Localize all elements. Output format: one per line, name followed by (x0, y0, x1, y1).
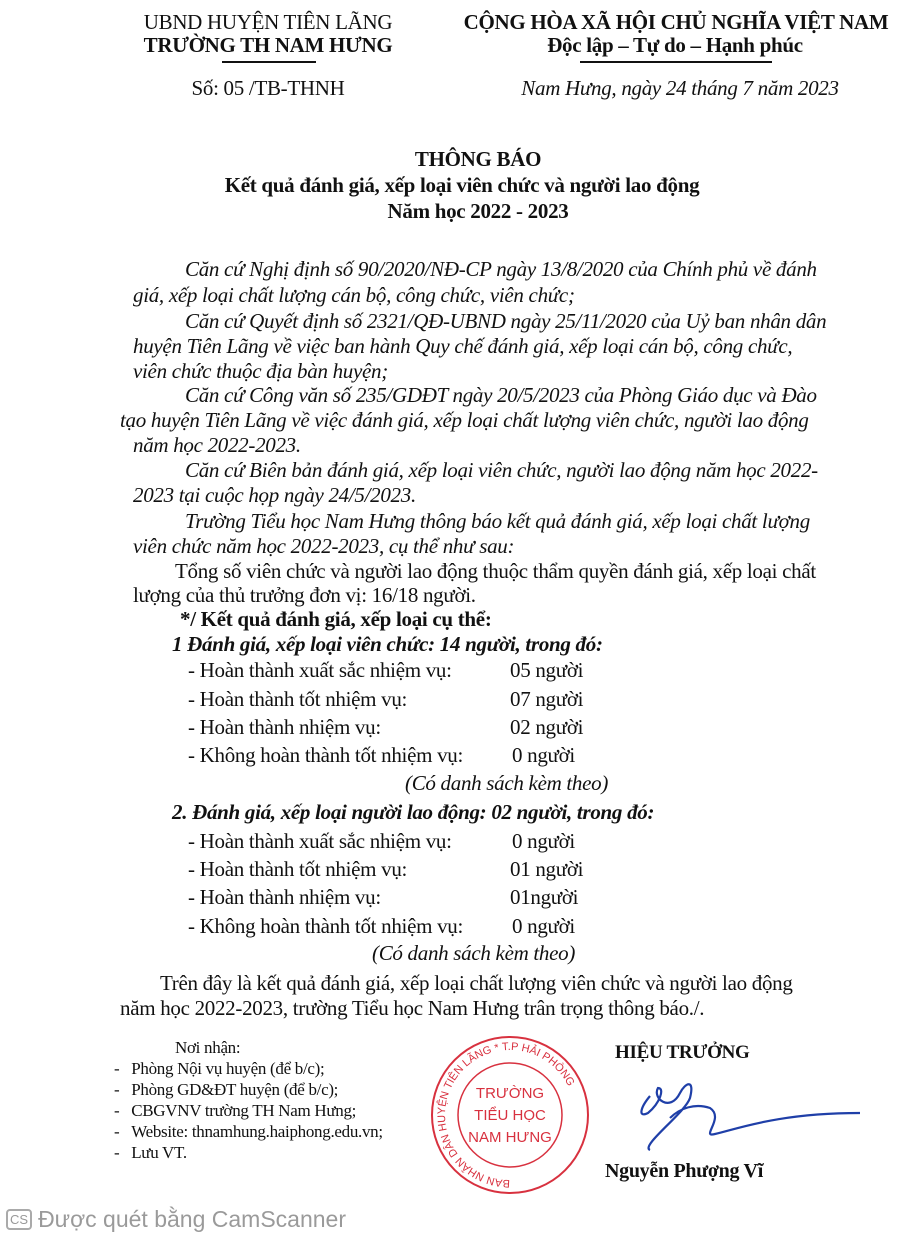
watermark-text: Được quét bằng CamScanner (38, 1206, 346, 1232)
section1-row-label: - Hoàn thành xuất sắc nhiệm vụ: (188, 658, 452, 682)
svg-text:TRƯỜNG: TRƯỜNG (475, 1085, 545, 1102)
body-line: Tổng số viên chức và người lao động thuộc thẩm quyền đánh giá, xếp loại chất (175, 559, 816, 583)
section2-row-label: - Hoàn thành nhiệm vụ: (188, 885, 381, 909)
body-line: lượng của thủ trưởng đơn vị: 16/18 người. (133, 583, 476, 607)
section2-row-label: - Không hoàn thành tốt nhiệm vụ: (188, 914, 464, 938)
section1-row-value: 0 người (512, 743, 575, 767)
closing-line: Trên đây là kết quả đánh giá, xếp loại chất lượng viên chức và người lao động (160, 971, 793, 995)
section1-row-value: 05 người (510, 658, 584, 682)
nation-title: CỘNG HÒA XÃ HỘI CHỦ NGHĨA VIỆT NAM (463, 10, 889, 34)
section1-row-label: - Không hoàn thành tốt nhiệm vụ: (188, 743, 464, 767)
recipient-item: - Phòng GD&ĐT huyện (để b/c); (114, 1080, 339, 1099)
camscanner-logo-icon: CS (6, 1209, 32, 1230)
document-number: Số: 05 /TB-THNH (191, 76, 345, 100)
body-line: giá, xếp loại chất lượng cán bộ, công chức, viên chức; (133, 283, 575, 307)
body-line: viên chức thuộc địa bàn huyện; (133, 359, 388, 383)
document-year: Năm học 2022 - 2023 (387, 199, 569, 223)
section2-note: (Có danh sách kèm theo) (372, 941, 576, 965)
section2-row-value: 01người (510, 885, 579, 909)
body-line: năm học 2022-2023. (133, 433, 301, 457)
section1-row-value: 07 người (510, 687, 584, 711)
recipient-item: - Lưu VT. (114, 1143, 187, 1162)
body-line: tạo huyện Tiên Lãng về việc đánh giá, xếp loại chất lượng viên chức, người lao động (120, 408, 809, 432)
section1-row-label: - Hoàn thành tốt nhiệm vụ: (188, 687, 408, 711)
body-line: huyện Tiên Lãng về việc ban hành Quy chế đánh giá, xếp loại cán bộ, công chức, (133, 334, 793, 358)
section1-note: (Có danh sách kèm theo) (405, 771, 609, 795)
signer-title: HIỆU TRƯỞNG (615, 1042, 750, 1063)
recipient-item: - Website: thnamhung.haiphong.edu.vn; (114, 1122, 383, 1141)
section2-heading: 2. Đánh giá, xếp loại người lao động: 02 người, trong đó: (172, 800, 655, 824)
document-subtitle: Kết quả đánh giá, xếp loại viên chức và người lao động (224, 173, 700, 197)
closing-line: năm học 2022-2023, trường Tiểu học Nam Hưng trân trọng thông báo./. (120, 996, 705, 1020)
divider (222, 61, 316, 63)
document-date: Nam Hưng, ngày 24 tháng 7 năm 2023 (521, 76, 839, 100)
recipients-title: Nơi nhận: (175, 1038, 241, 1057)
body-line: Căn cứ Nghị định số 90/2020/NĐ-CP ngày 13/8/2020 của Chính phủ về đánh (185, 257, 817, 281)
section1-heading: 1 Đánh giá, xếp loại viên chức: 14 người, trong đó: (172, 632, 603, 656)
body-line: Căn cứ Công văn số 235/GDĐT ngày 20/5/2023 của Phòng Giáo dục và Đào (185, 383, 817, 407)
camscanner-watermark (6, 1206, 346, 1233)
motto: Độc lập – Tự do – Hạnh phúc (547, 33, 803, 57)
body-line: Trường Tiểu học Nam Hưng thông báo kết quả đánh giá, xếp loại chất lượng (185, 509, 810, 533)
org-line2: TRƯỜNG TH NAM HƯNG (143, 33, 393, 57)
recipient-item: - Phòng Nội vụ huyện (để b/c); (114, 1059, 325, 1078)
document-title: THÔNG BÁO (414, 147, 542, 171)
svg-text:TIỂU HỌC: TIỂU HỌC (474, 1107, 546, 1124)
handwritten-signature (610, 1066, 890, 1156)
body-line: viên chức năm học 2022-2023, cụ thể như sau: (133, 534, 515, 558)
section2-row-label: - Hoàn thành tốt nhiệm vụ: (188, 857, 408, 881)
divider (580, 61, 772, 63)
org-line1: UBND HUYỆN TIÊN LÃNG (143, 10, 393, 34)
section1-row-value: 02 người (510, 715, 584, 739)
body-line: Căn cứ Biên bản đánh giá, xếp loại viên chức, người lao động năm học 2022- (185, 458, 818, 482)
body-line: 2023 tại cuộc họp ngày 24/5/2023. (133, 483, 416, 507)
section2-row-value: 0 người (512, 829, 575, 853)
recipient-item: - CBGVNV trường TH Nam Hưng; (114, 1101, 357, 1120)
section2-row-value: 01 người (510, 857, 584, 881)
svg-text:BAN NHÂN DÂN HUYỆN TIÊN LÃNG *: BAN NHÂN DÂN HUYỆN TIÊN LÃNG * T.P HẢI PHÒNG (435, 1040, 577, 1190)
body-line: Căn cứ Quyết định số 2321/QĐ-UBND ngày 25/11/2020 của Uỷ ban nhân dân (185, 309, 827, 333)
school-stamp (425, 1030, 595, 1200)
signer-name: Nguyễn Phượng Vĩ (605, 1160, 763, 1182)
section1-row-label: - Hoàn thành nhiệm vụ: (188, 715, 381, 739)
section2-row-value: 0 người (512, 914, 575, 938)
svg-text:NAM HƯNG: NAM HƯNG (468, 1129, 552, 1146)
results-heading: */ Kết quả đánh giá, xếp loại cụ thể: (180, 607, 492, 631)
section2-row-label: - Hoàn thành xuất sắc nhiệm vụ: (188, 829, 452, 853)
